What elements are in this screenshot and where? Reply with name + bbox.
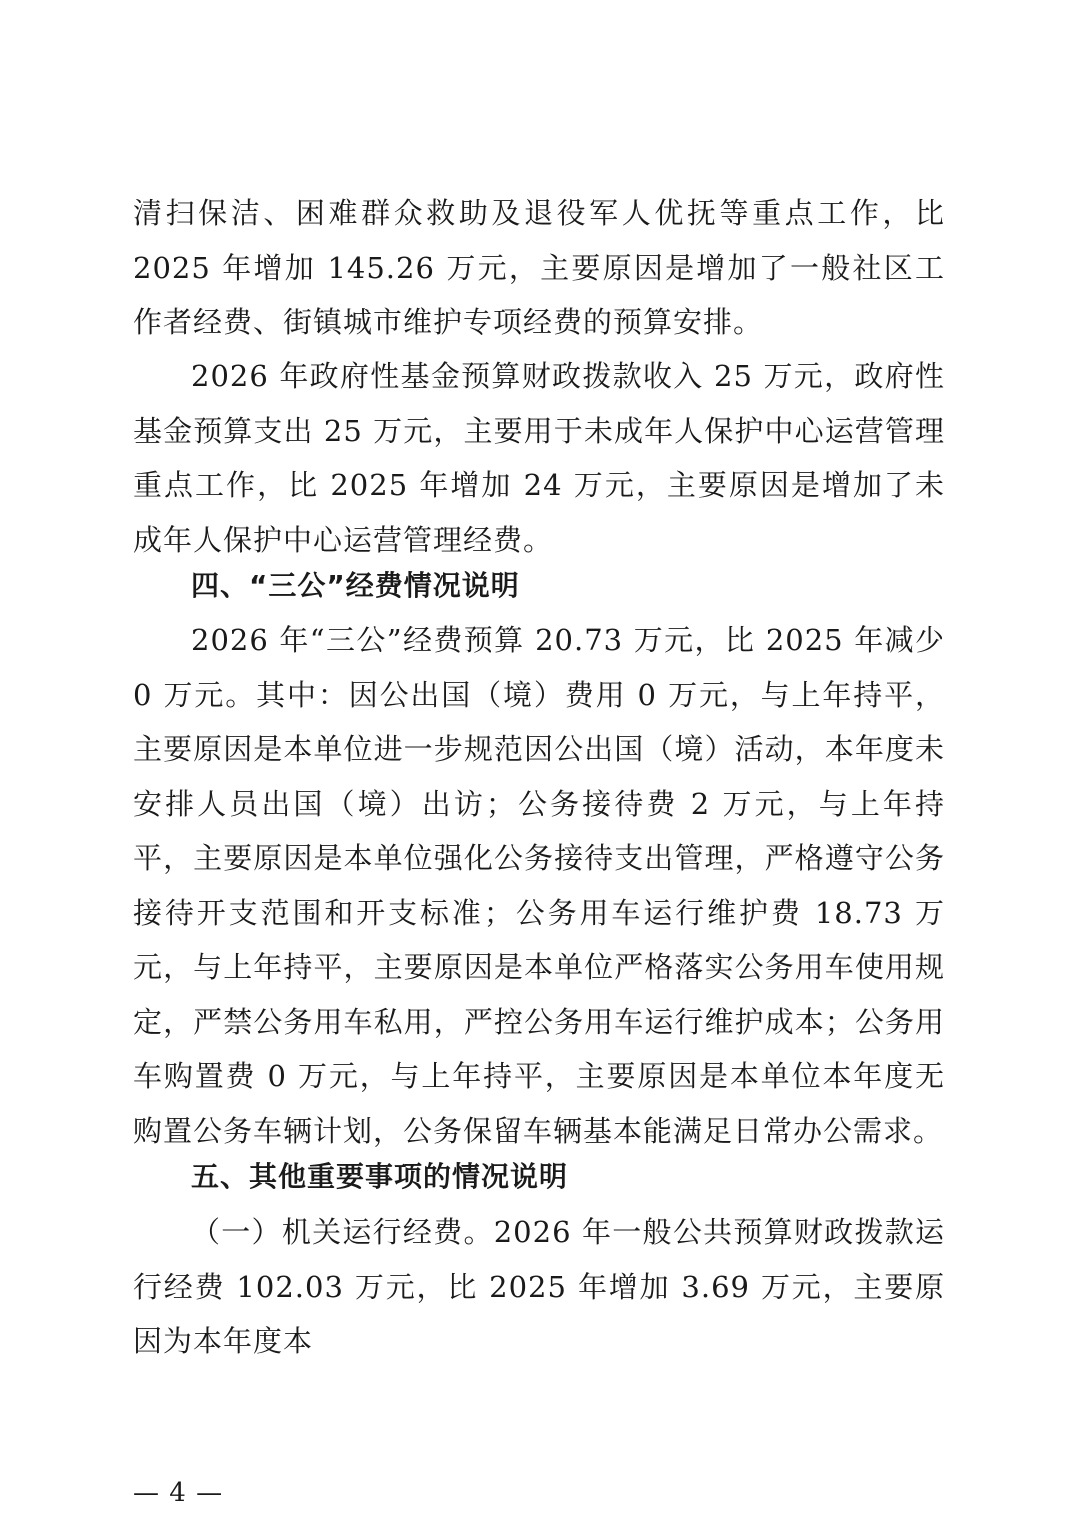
paragraph-continued-general-budget: 清扫保洁、困难群众救助及退役军人优抚等重点工作，比 2025 年增加 145.26 万元，主要原因是增加了一般社区工作者经费、街镇城市维护专项经费的预算安排。 [133, 196, 945, 339]
paragraph-three-public-expenses: 2026 年“三公”经费预算 20.73 万元，比 2025 年减少 0 万元。其中：因公出国（境）费用 0 万元，与上年持平，主要原因是本单位进一步规范因公出国（境）活动，本年度未安排人员出国（境）出访；公务接待费 2 万元，与上年持平，主要原因是本单位强化公务接待支出管理，严格遵守公务接待开支范围和开支标准；公务用车运行维护费 18.73 万元，与上年持平，主要原因是本单位严格落实公务用车使用规定，严禁公务用车私用，严控公务用车运行维护成本；公务用车购置费 0 万元，与上年持平，主要原因是本单位本年度无购置公务车辆计划，公务保留车辆基本能满足日常办公需求。 [133, 623, 945, 1148]
section-heading-three-public-expenses: 四、“三公”经费情况说明 [191, 569, 520, 602]
page-number: — 4 — [133, 1478, 224, 1508]
section-heading-other-matters: 五、其他重要事项的情况说明 [191, 1160, 569, 1193]
paragraph-operating-expenses: （一）机关运行经费。2026 年一般公共预算财政拨款运行经费 102.03 万元，比 2025 年增加 3.69 万元，主要原因为本年度本 [133, 1215, 945, 1358]
paragraph-government-fund-budget: 2026 年政府性基金预算财政拨款收入 25 万元，政府性基金预算支出 25 万元，主要用于未成年人保护中心运营管理重点工作，比 2025 年增加 24 万元，主要原因是增加了未成年人保护中心运营管理经费。 [133, 359, 945, 557]
